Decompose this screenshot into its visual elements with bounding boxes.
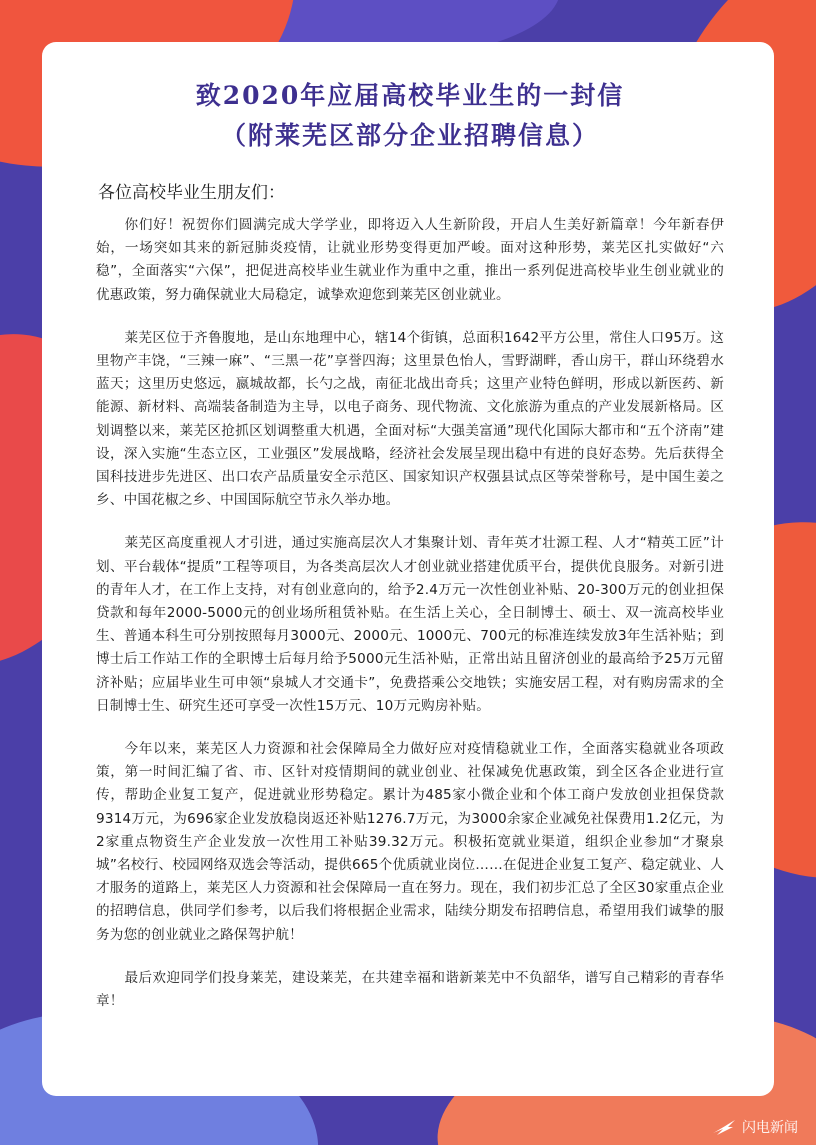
- watermark-text: 闪电新闻: [742, 1120, 798, 1136]
- letter-title: [96, 76, 724, 156]
- paragraph-talent: 莱芜区高度重视人才引进，通过实施高层次人才集聚计划、青年英才壮源工程、人才“精英工匠”计划、平台载体“提质”工程等项目，为各类高层次人才创业就业搭建优质平台，提供优良服务。对新引进的青年人才，在工作上支持，对有创业意向的，给予2.4万元一次性创业补贴、20-300万元的创业担保贷款和每年2000-5000元的创业场所租赁补贴。在生活上关心，全日制博士、硕士、双一流高校毕业生、普通本科生可分别按照每月3000元、2000元、1000元、700元的标准连续发放3年生活补贴；到博士后工作站工作的全职博士后每月给予5000元生活补贴，正常出站且留济创业的最高给予25万元留济补贴；应届毕业生可申领“泉城人才交通卡”，免费搭乘公交地铁；实施安居工程，对有购房需求的全日制博士生、研究生还可享受一次性15万元、10万元购房补贴。: [96, 535, 724, 714]
- paragraph-region: 莱芜区位于齐鲁腹地，是山东地理中心，辖14个街镇，总面积1642平方公里，常住人口95万。这里物产丰饶，“三辣一麻”、“三黑一花”享誉四海；这里景色怡人，雪野湖畔，香山房干，群山环绕碧水蓝天；这里历史悠远，嬴城故都，长勺之战，南征北战出奇兵；这里产业特色鲜明，形成以新医药、新能源、新材料、高端装备制造为主导，以电子商务、现代物流、文化旅游为重点的产业发展新格局。区划调整以来，莱芜区抢抓区划调整重大机遇，全面对标“大强美富通”现代化国际大都市和“五个济南”建设，深入实施“生态立区，工业强区”发展战略，经济社会发展呈现出稳中有进的良好态势。先后获得全国科技进步先进区、出口农产品质量安全示范区、国家知识产权强县试点区等荣誉称号，是中国生姜之乡、中国花椒之乡、中国国际航空节永久举办地。: [96, 329, 724, 509]
- paragraph-employment: 今年以来，莱芜区人力资源和社会保障局全力做好应对疫情稳就业工作，全面落实稳就业各项政策，第一时间汇编了省、市、区针对疫情期间的就业创业、社保减免优惠政策，到全区各企业进行宣传，帮助企业复工复产，促进就业形势稳定。累计为485家小微企业和个体工商户发放创业担保贷款9314万元，为696家企业发放稳岗返还补贴1276.7万元，为3000余家企业减免社保费用1.2亿元，为2家重点物资生产企业发放一次性用工补贴39.32万元。积极拓宽就业渠道，组织企业参加“才聚泉城”名校行、校园网络双选会等活动，提供665个优质就业岗位……在促进企业复工复产、稳定就业、人才服务的道路上，莱芜区人力资源和社会保障局一直在努力。现在，我们初步汇总了全区30家重点企业的招聘信息，供同学们参考，以后我们将根据企业需求，陆续分期发布招聘信息，希望用我们诚挚的服务为您的创业就业之路保驾护航！: [96, 741, 724, 943]
- title-line-2: （附莱芜区部分企业招聘信息）: [220, 121, 599, 150]
- watermark: [711, 1117, 798, 1137]
- paragraph-intro: 你们好！祝贺你们圆满完成大学学业，即将迈入人生新阶段，开启人生美好新篇章！今年新春伊始，一场突如其来的新冠肺炎疫情，让就业形势变得更加严峻。面对这种形势，莱芜区扎实做好“六稳”，全面落实“六保”，把促进高校毕业生就业作为重中之重，推出一系列促进高校毕业生创业就业的优惠政策，努力确保就业大局稳定，诚挚欢迎您到莱芜区创业就业。: [96, 217, 724, 303]
- greeting: 各位高校毕业生朋友们：: [98, 183, 285, 203]
- title-line-1: 致2020年应届高校毕业生的一封信: [195, 81, 625, 110]
- letter-card: [42, 42, 774, 1096]
- paragraph-closing: 最后欢迎同学们投身莱芜，建设莱芜，在共建幸福和谐新莱芜中不负韶华，谱写自己精彩的青春华章！: [96, 969, 724, 1010]
- lightning-logo-icon: [711, 1118, 737, 1136]
